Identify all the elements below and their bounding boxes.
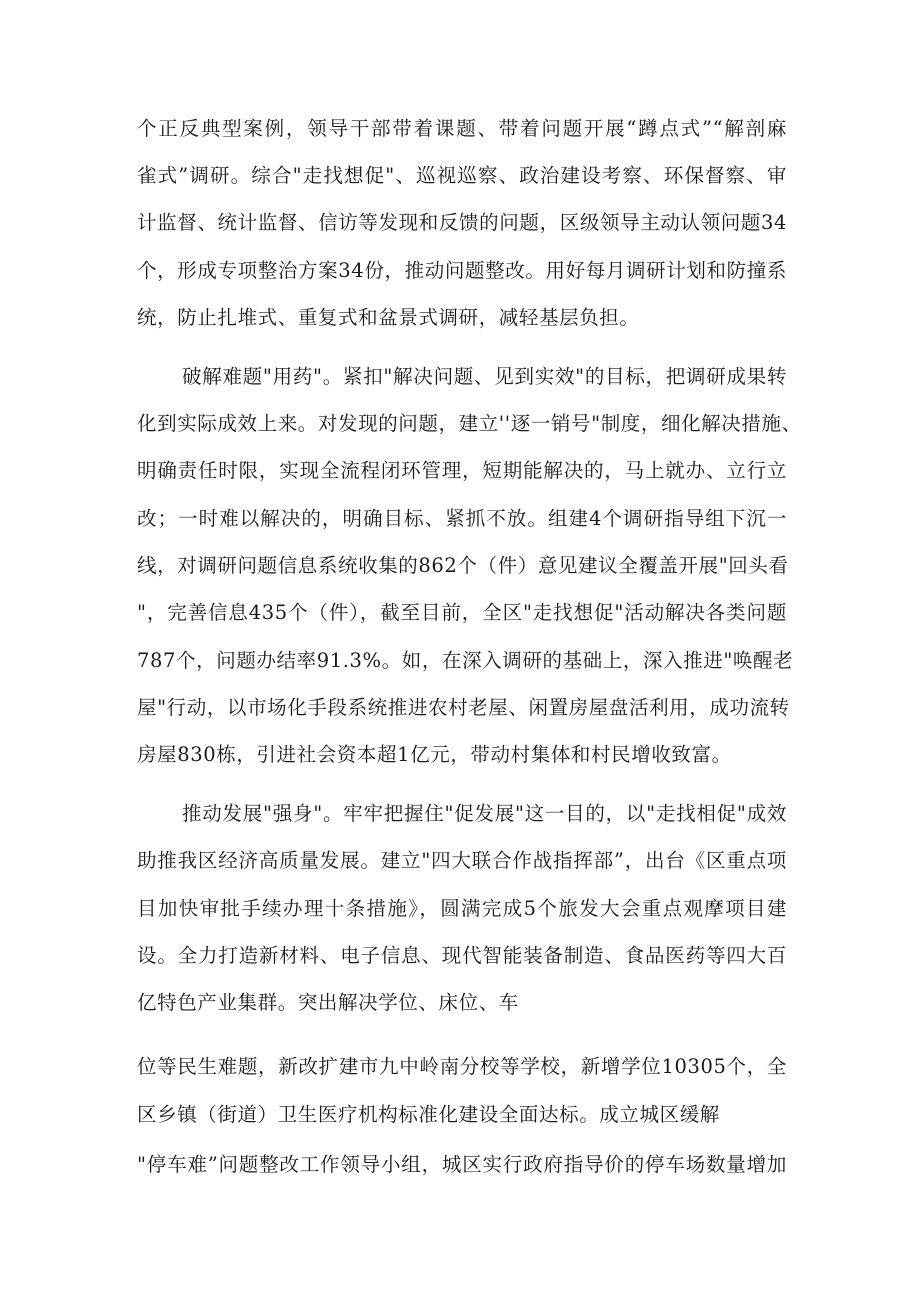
paragraph-3-line-5: 亿特色产业集群。突出解决学位、床位、车 — [137, 991, 519, 1014]
paragraph-4-line-3: "停车难”问题整改工作领导小组，城区实行政府指导价的停车场数量增加 — [137, 1153, 787, 1176]
paragraph-2-line-8: 屋"行动，以市场化手段系统推进农村老屋、闲置房屋盘活利用，成功流转 — [137, 696, 790, 719]
paragraph-1-line-2: 雀式”调研。综合"走找想促"、巡视巡察、政治建设考察、环保督察、审 — [137, 164, 787, 187]
paragraph-3-line-1: 推动发展"强身"。牢牢把握住"促发展"这一目的，以"走找相促"成效 — [182, 802, 787, 825]
paragraph-2-line-3: 明确责任时限，实现全流程闭环管理，短期能解决的，马上就办、立行立 — [137, 459, 787, 482]
paragraph-2-line-9: 房屋830栋，引进社会资本超1亿元，带动村集体和村民增收致富。 — [137, 743, 732, 766]
paragraph-1-line-4: 个，形成专项整治方案34份，推动问题整改。用好每月调研计划和防撞系 — [137, 259, 787, 282]
paragraph-1-line-1: 个正反典型案例，领导干部带着课题、带着问题开展“蹲点式”“解剖麻 — [137, 117, 787, 140]
paragraph-2-line-4: 改；一时难以解决的，明确目标、紧抓不放。组建4个调研指导组下沉一 — [137, 507, 787, 530]
paragraph-1-line-3: 计监督、统计监督、信访等发现和反馈的问题，区级领导主动认领问题34 — [137, 211, 787, 234]
paragraph-2-line-5: 线，对调研问题信息系统收集的862个（件）意见建议全覆盖开展"回头看 — [137, 554, 789, 577]
paragraph-2-line-1: 破解难题"用药"。紧扣"解决问题、见到实效"的目标，把调研成果转 — [182, 365, 787, 388]
paragraph-3-line-3: 目加快审批手续办理十条措施》，圆满完成5个旅发大会重点观摩项目建 — [137, 897, 787, 920]
paragraph-2-line-6: "，完善信息435个（件），截至目前，全区"走找想促"活动解决各类问题 — [137, 601, 787, 624]
paragraph-2-line-7: 787个，问题办结率91.3%。如，在深入调研的基础上，深入推进"唤醒老 — [137, 649, 794, 672]
paragraph-4-line-1: 位等民生难题，新改扩建市九中岭南分校等学校，新增学位10305个，全 — [137, 1055, 787, 1078]
paragraph-3-line-2: 助推我区经济高质量发展。建立"四大联合作战指挥部”，出台《区重点项 — [137, 849, 787, 872]
paragraph-2-line-2: 化到实际成效上来。对发现的问题，建立''逐一销号"制度，细化解决措施、 — [137, 412, 802, 435]
paragraph-4-line-2: 区乡镇（街道）卫生医疗机构标准化建设全面达标。成立城区缓解 — [137, 1103, 720, 1126]
paragraph-1-line-5: 统，防止扎堆式、重复式和盆景式调研，减轻基层负担。 — [137, 306, 640, 329]
paragraph-3-line-4: 设。全力打造新材料、电子信息、现代智能装备制造、食品医药等四大百 — [137, 944, 787, 967]
